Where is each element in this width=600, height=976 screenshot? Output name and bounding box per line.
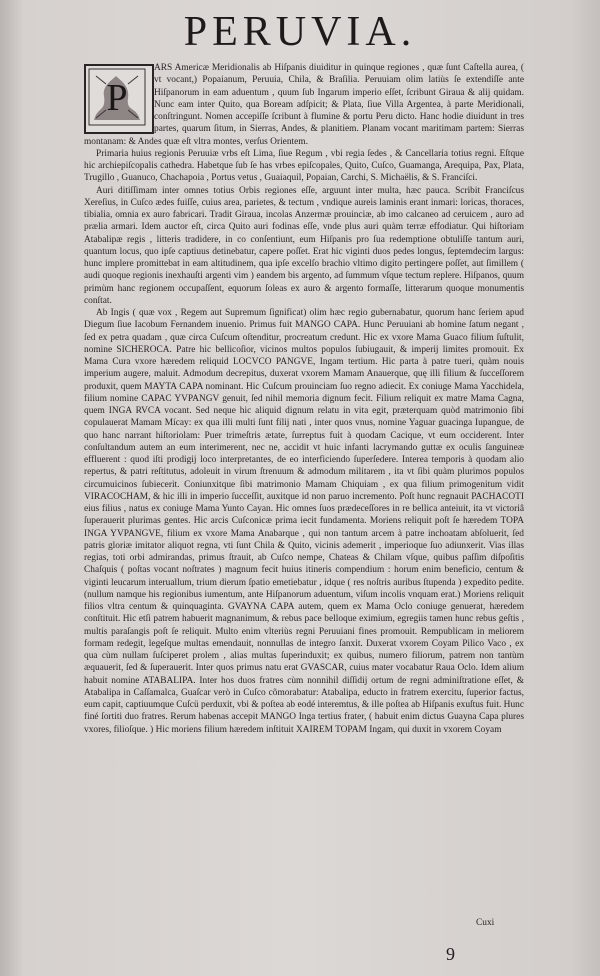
paragraph-3: Auri ditiſſimam inter omnes totius Orbis regiones eſſe, arguunt inter multa, hæc pauca. Scribit Franciſcus Xereſius, in Cuſco ædes fuiſſe, cuius area, parietes, & tectum , vndique aureis laminis erant inmari: loricas, thoraces, tibialia, omnia ex auro fabricari. Tradit Giraua, incolas Anzermæ prouinciæ, ab imo calcaneo ad ceruicem , auro ad prælia armari. Idem auctor eſt, circa Quito auri fodinas eſſe, vnde plus auri quàm terræ effodiatur. Qui hiſtoriam Atabalipæ regis , litteris tradidere, in co conſentiunt, eum Hiſpanis pro ſua redemptione obtuliſſe tantum auri, quantum locus, quo ipſe captiuus detinebatur, capere poſſet. Erat hic viginti duos pedes longus, ſeptemdecim largus: hunc implere promittebat in eam altitudinem, qua ipſe excelſo brachio vltimo digito pertingere poſſet, aut ſimillem ( audi quoque regionis inexhauſti argenti vim ) eandem bis argento, ad ſummum vſque tectum replere. Hiſpanos, quum primùm hanc regionem occupaſſent, equorum ſoleas ex auro & argento formaſſe, litterarum quoque monumentis conſtat. bbox=[84, 185, 524, 306]
catchword: Cuxi bbox=[476, 918, 495, 928]
page-title: PERUVIA. bbox=[183, 9, 417, 55]
paragraph-4: Ab Ingis ( quæ vox , Regem aut Supremum ſignificat) olim hæc regio gubernabatur, quorum hanc ſeriem apud Diegum ſiue Iacobum Fernandem inuenio. Primus fuit MANGO CAPA. Hunc Peruuiani ab homine ſatum negant , ſed ex petra quadam , quæ circa Cuſcum oſtenditur, procreatum credunt. Hic ex vxore Mama Guaco filium ſuſtulit, nomine SICHEROCA. Patre hic bellicoſior, vicinos multos populos ſubiugauit, & imperij limites promouit. Ex Mama Cura vxore hæredem reliquid LOCVCO PANGVE, Ingam tertium. Hic parta à patre tueri, quàm nouis imperium augere, maluit. Admodum decrepitus, duxerat vxorem Mamam Anauerque, quę illi filium & ſucceſſorem produxit, quem MAYTA CAPA nominant. Hic Cuſcum prouinciam ſuo regno adiecit. Ex coniuge Mama Yacchidela, filium nomine CAPAC YVPANGV genuit, ſed nihil memoria dignum fecit. Filium reliquit ex matre Mama Cagna, quem INGA RVCA vocant. Sed neque hic aliquid dignum relatu in vita egit, præterquam quòd matrimonio ſibi copulauerat Mamam Mícay: ex qua illi multi ſunt filij nati , inter quos vnus, nomine Yaguar guacinga Iupangue, de quo hanc narrant hiſtoriolam: Puer trimeſtris ætate, ſurreptus fuit à quodam Cacique, vt eum occiderent. Inter conſultandum autem an eum interimerent, nec ne, accidit vt huic infanti lacrymando guttæ ex oculis ſanguineæ effluerent : quod iſti prodigij loco interpretantes, de eo interficiendo ſuperſedere. Interea temporis à quodam alio repertus, & patri reſtitutus, adoleuit in virum ſtrenuum & admodum militarem , ita vt ſibi quàm plurimos populos circumuicinos ſubiecerit. Coniunxitque ſibi matrimonio Mamam Chiquiam , ex qua filium primogenitum vidit VIRACOCHAM, & hic illi in imperio ſucceſſit, auxitque id non paruo incremento. Poſt hunc regnauit PACHACOTI eius filius , natus ex coniuge Mama Yunto Cayan. Hic omnes ſuos prædeceſſores in re bellica anteiuit, ita vt victoriâ ſuperauerit plurimas gentes. Hic arcis Cuſconicæ prima iecit fundamenta. Moriens reliquit poſt ſe hæredem TOPA INGA YVPANGVE, filium ex vxore Mama Anabarque , qui non tantum arcem à patre inchoatam abſoluerit, ſed patris gloriæ imitator aliquot regna, vti ſunt Chila & Quito, vicinis ademerit , imperioque ſuo adiunxerit. Vias illas regias, toti orbi admirandas, primus ſtrauit, ab Cuſco nempe, Chateas & Chilam vſque, quibus paſſim diſpoſitis Chaſquis ( poſtas vocant noſtrates ) magnum fecit huius itineris compendium : horum enim beneficio, centum & viginti leucarum interuallum, trium dierum ſpatio emetiebatur , idque ( res noſtris auribus ſtupenda ) expedito pedite. (nullum namque his regionibus iumentum, ante Hiſpanorum aduentum, viſum incolis vnquam erat.) Moriens reliquit filios vltra centum & quinquaginta. GVAYNA CAPA autem, quem ex Mama Oclo coniuge genuerat, hæredem conſtituit. Hic etſi patrem habuerit magnanimum, & rebus pace belloque eximium, egregiis tamen hunc rebus geſtis , multis paraſangis poſt ſe reliquit. Multo enim vlteriùs regni Peruuiani fines promouit. Rempublicam in meliorem formam redegit, legeſque multas emendauit, nonnullas de integro ſanxit. Duxerat vxorem Coyam Pilico Vaco , ex qua cùm nullam ſuſciperet prolem , alias multas ſuperinduxit; ex quibus, numero filiorum, patrem non tantùm æquauerit, ſed & ſuperauerit. Inter quos primus natu erat GVASCAR, cuius mater vocabatur Raua Oclo. Idem alium habuit nomine ATABALIPA. Inter hos duos fratres cùm nonnihil diſſidij ortum de regni adminiſtratione eſſet, & Atabalipa in Caſſamalca, Guaſcar verò in Cuſco cõmorabatur: Atabalipa, educto in fratrem exercitu, ſuperior factus, eum capit, captiuumque Cuſcü perduxit, vbi & poſtea ab eodé interemtus, & ille poſtea ab Hiſpanis exuſtus fuit. Hunc finé ſortiti duo fratres. Rerum habenas accepit MANGO Inga tertius frater, ( habuit enim dictus Guayna Capa plures vxores, filioſque. ) Hic moriens filium hæredem inſtituit XAIREM TOPAM Ingam, qui duxit in vxorem Coyam bbox=[84, 308, 524, 735]
page-number: 9 bbox=[446, 944, 455, 964]
paragraph-1: ARS Americæ Meridionalis ab Hiſpanis diuiditur in quinque regiones , quæ ſunt Caſtella aurea, ( vt vocant,) Popaianum, Peruuia, Chila, & Braſilia. Peruuiam olim latiùs ſe extendiſſe ante Hiſpanorum in eam aduentum , quum ſub Ingarum imperio eſſet, ſcribunt Giraua & alij quidam. Nunc eam inter Quito, qua Boream adſpicit; & Plata, ſiue Villa Argentea, à parte Meridionali, conſtringunt. Nomen accepiſſe ſcribunt à flumine & portu Peru dicto. Hanc hodie diuidunt in tres partes, quarum ſitum, in Sierras, Andes, & planitiem. Planam vocant maritimam partem: Sierras montanam: & Andes quæ eſt vltra montes, verſus Orientem. bbox=[84, 63, 524, 147]
ornament-icon bbox=[86, 66, 148, 128]
text-body bbox=[84, 62, 524, 932]
svg-text:P: P bbox=[106, 77, 128, 119]
ornamental-initial bbox=[84, 64, 154, 134]
paragraph-2: Primaria huius regionis Peruuiæ vrbs eſt Lima, ſiue Regum , vbi regia ſedes , & Cancellaria totius regni. Eſtque hic archiepiſcopalis cathedra. Habetque ſub ſe has vrbes epiſcopales, Quito, Cuſco, Guamanga, Arequipa, Pax, Plata, Trugillo , Guanuco, Chachapoia , Portus vetus , Guaiaquil, Popaian, Carchi, S. Michaëlis, & S. Franciſci. bbox=[84, 148, 524, 184]
